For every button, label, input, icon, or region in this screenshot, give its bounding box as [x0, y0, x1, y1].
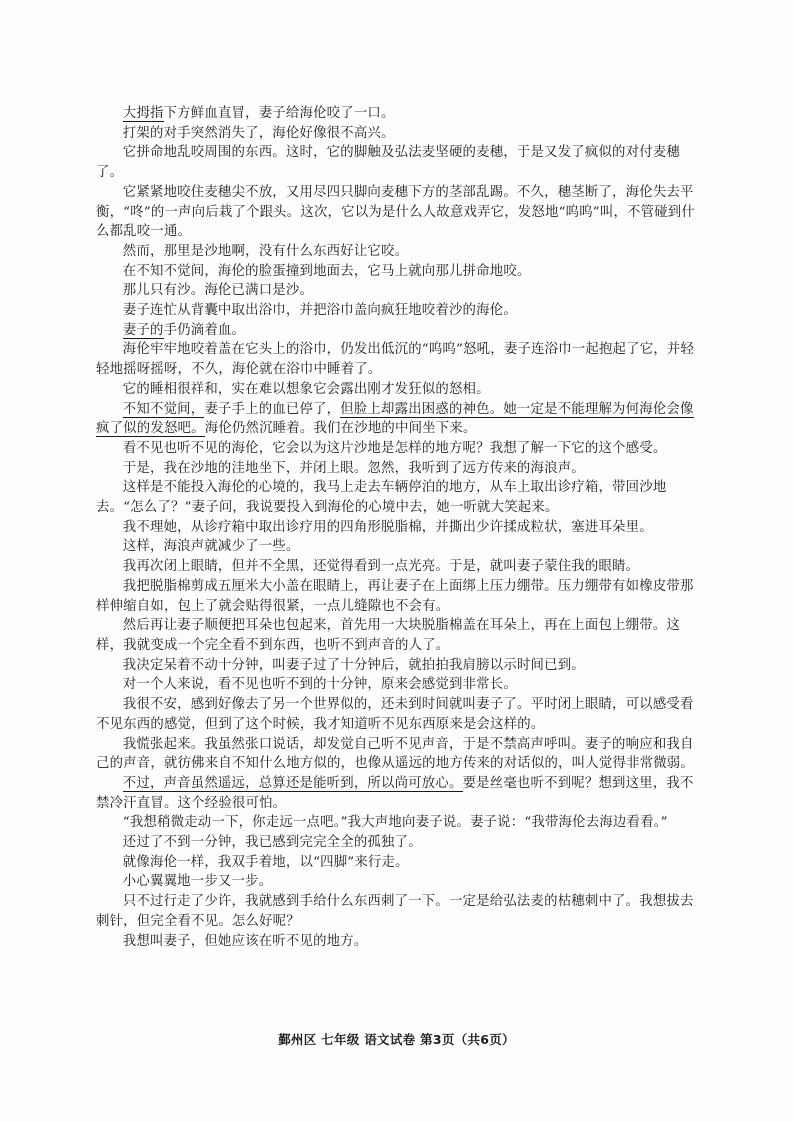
paragraph-text: 它紧紧地咬住麦穗尖不放，又用尽四只脚向麦穗下方的茎部乱踢。不久，穗茎断了，海伦失去平衡，“咚”的一声向后栽了个跟头。这次，它以为是什么人故意戏弄它，发怒地“呜呜”叫，不管碰到什么都乱咬一通。 — [96, 184, 695, 240]
paragraph-text: 就像海伦一样，我双手着地，以“四脚”来行走。 — [122, 854, 409, 870]
passage-paragraph — [96, 695, 702, 734]
paragraph-text: 我把脱脂棉剪成五厘米大小盖在眼睛上，再让妻子在上面绑上压力绷带。压力绷带有如橡皮带那样伸缩自如，包上了就会贴得很紧，一点儿缝隙也不会有。 — [96, 578, 694, 614]
paragraph-text: 妻子连忙从背囊中取出浴巾，并把浴巾盖向疯狂地咬着沙的海伦。 — [122, 303, 517, 319]
passage-paragraph — [96, 616, 702, 655]
passage-paragraph — [96, 459, 702, 479]
passage-paragraph — [96, 340, 702, 379]
underlined-text: 大拇指 — [122, 106, 164, 121]
passage-paragraph — [96, 124, 702, 144]
passage-paragraph — [96, 478, 702, 517]
underlined-text: 妻子的 — [122, 322, 164, 338]
paragraph-text: 在不知不觉间，海伦的脸蛋撞到地面去，它马上就向那儿拼命地咬。 — [122, 263, 531, 279]
paragraph-text: 看不见也听不见的海伦，它会以为这片沙地是怎样的地方呢？我想了解一下它的这个感受。 — [122, 440, 667, 456]
passage-paragraph — [96, 537, 702, 557]
passage-paragraph — [96, 735, 702, 774]
paragraph-text: 这样，海浪声就减少了一些。 — [122, 539, 300, 555]
paragraph-text: 然而，那里是沙地啊，没有什么东西好让它咬。 — [122, 243, 409, 259]
paragraph-text: 这样是不能投入海伦的心境的，我马上走去车辆停泊的地方，从车上取出诊疗箱，带回沙地去。“怎么了？”妻子问，我说要投入到海伦的心境中去，她一听就大笑起来。 — [96, 480, 667, 516]
passage-paragraph — [96, 400, 702, 439]
paragraph-text: 我想叫妻子，但她应该在听不见的地方。 — [122, 933, 368, 949]
paragraph-text: 还过了不到一分钟，我已感到完完全全的孤独了。 — [122, 835, 422, 851]
passage-paragraph — [96, 104, 702, 124]
paragraph-text: 对一个人来说，看不见也听不到的十分钟，原来会感觉到非常长。 — [122, 677, 517, 693]
paragraph-text: 那儿只有沙。海伦已满口是沙。 — [122, 283, 314, 299]
paragraph-text: 海伦仍然沉睡着。我们在沙地的中间坐下来。 — [204, 421, 477, 437]
paragraph-text: 要是丝毫也听不到呢？想到这里，我不禁冷汗直冒。这个经验很可怕。 — [96, 775, 694, 811]
passage-paragraph — [96, 932, 702, 952]
paragraph-text: 只不过行走了少许，我就感到手给什么东西刺了一下。一定是给弘法麦的枯穗刺中了。我想拔去刺针，但完全看不见。怎么好呢？ — [96, 894, 694, 929]
passage-paragraph — [96, 675, 702, 695]
paragraph-text: 妻子手上的血已停了， — [204, 401, 341, 417]
passage-paragraph — [96, 557, 702, 577]
paragraph-text: 下方鲜血直冒，妻子给海伦咬了一口。 — [163, 106, 395, 121]
underlined-text: 不知不觉间， — [122, 401, 205, 417]
passage-paragraph — [96, 321, 702, 341]
paragraph-text: 我很不安，感到好像去了另一个世界似的，还未到时间就叫妻子了。平时闭上眼睛，可以感受看不见东西的感觉，但到了这个时候，我才知道听不见东西原来是会这样的。 — [96, 697, 694, 732]
paragraph-text: 我不理她，从诊疗箱中取出诊疗用的四角形脱脂棉，并撕出少许揉成粒状，塞进耳朵里。 — [122, 519, 653, 535]
passage-paragraph — [96, 833, 702, 853]
paragraph-text: 手仍滴着血。 — [163, 322, 246, 338]
underlined-text: 但脸上却露出困惑的神色。她一定是不能理解为何海伦会像疯了似的发怒吧。 — [96, 401, 694, 437]
passage-paragraph — [96, 813, 702, 833]
passage-paragraph — [96, 853, 702, 873]
passage-paragraph — [96, 183, 702, 242]
passage-paragraph — [96, 143, 702, 182]
paragraph-text: 打架的对手突然消失了，海伦好像很不高兴。 — [122, 125, 395, 141]
passage-paragraph — [96, 774, 702, 813]
passage-paragraph — [96, 872, 702, 892]
passage-paragraph — [96, 892, 702, 931]
passage-paragraph — [96, 439, 702, 459]
passage-paragraph — [96, 380, 702, 400]
paragraph-text: 小心翼翼地一步又一步。 — [122, 874, 273, 890]
underlined-text: 不过，声音虽然遥远，总算还是能听到，所以尚可放心。 — [122, 775, 463, 791]
passage-paragraph — [96, 242, 702, 262]
passage-paragraph — [96, 301, 702, 321]
paragraph-text: 于是，我在沙地的洼地坐下，并闭上眼。忽然，我听到了远方传来的海浪声。 — [122, 460, 585, 476]
paragraph-text: 我慌张起来。我虽然张口说话，却发觉自己听不见声音，于是不禁高声呼叫。妻子的响应和我自己的声音，就彷佛来自不知什么地方似的，也像从遥远的地方传来的对话似的，叫人觉得非常微弱。 — [96, 736, 694, 772]
paragraph-text: 海伦牢牢地咬着盖在它头上的浴巾，仍发出低沉的“呜呜”怒吼，妻子连浴巾一起抱起了它，并轻轻地摇呀摇呀，不久，海伦就在浴巾中睡着了。 — [96, 342, 695, 378]
paragraph-text: 我决定呆着不动十分钟，叫妻子过了十分钟后，就拍拍我肩膀以示时间已到。 — [122, 657, 585, 673]
page-footer: 鄞州区 七年级 语文试卷 第3页（共6页） — [278, 1032, 515, 1047]
paragraph-text: 然后再让妻子顺便把耳朵也包起来，首先用一大块脱脂棉盖在耳朵上，再在上面包上绷带。这样，我就变成一个完全看不到东西，也听不到声音的人了。 — [96, 618, 681, 653]
passage-paragraph — [96, 518, 702, 538]
passage-paragraph — [96, 656, 702, 676]
paragraph-text: 我再次闭上眼睛，但并不全黑，还觉得看到一点光亮。于是，就叫妻子蒙住我的眼睛。 — [122, 559, 640, 575]
passage-paragraph — [96, 262, 702, 282]
paragraph-text: 它的睡相很祥和，实在难以想象它会露出刚才发狂似的怒相。 — [122, 381, 490, 397]
paragraph-text: “我想稍微走动一下，你走远一点吧。”我大声地向妻子说。妻子说：“我带海伦去海边看看。” — [122, 815, 668, 831]
passage-paragraph — [96, 281, 702, 301]
paragraph-text: 它拼命地乱咬周围的东西。这时，它的脚触及弘法麦坚硬的麦穗，于是又发了疯似的对付麦穗了。 — [96, 145, 681, 181]
passage-body — [96, 104, 702, 951]
passage-paragraph — [96, 577, 702, 616]
